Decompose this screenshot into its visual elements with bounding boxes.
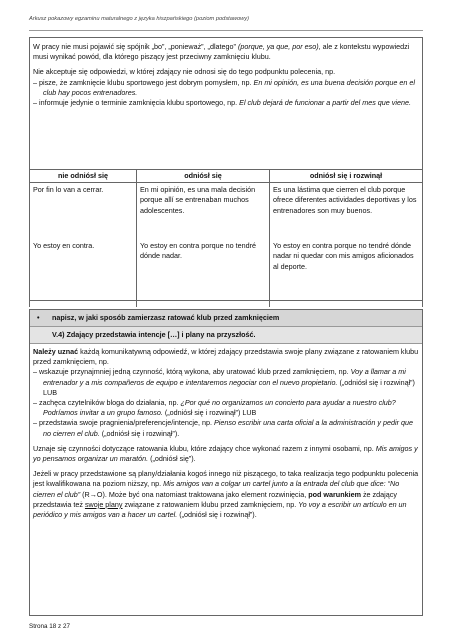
table-cell: Yo estoy en contra porque no tendré dónde nadar ni quedar con mis amigos aficionados al deporte. bbox=[270, 239, 423, 307]
table-cell: En mi opinión, es una mala decisión porque allí se entrenaban muchos adolescentes. bbox=[137, 183, 270, 240]
task-heading: napisz, w jaki sposób zamierzasz ratować klub przed zamknięciem bbox=[52, 313, 280, 322]
table-header: odniósł się i rozwinął bbox=[270, 170, 423, 183]
body-paragraph-3: Jeżeli w pracy przedstawione są plany/działania kogoś innego niż piszącego, to taka realizacja tego podpunktu polecenia jest kwalifikowana na poziom niższy, np. Mis amigos van a colgar un cartel junto a la entrada del club que dice: “No cierren el club” (R→O). Może być ona natomiast traktowana jako element rozwinięcia, pod warunkiem że zdający przedstawia też swoje plany związane z ratowaniem klubu przed zamknięciem, np. Yo voy a escribir un artículo en un periódico y mis amigos van a hacer un cartel. („odniósł się i rozwinął”). bbox=[33, 469, 419, 520]
body-dash-item-2: – zachęca czytelników bloga do działania, np. ¿Por qué no organizamos un concierto para ayudar a nuestro club? Podríamos invitar a un grupo famoso. („odniósł się i rozwinął”) LUB bbox=[33, 398, 396, 418]
intro-paragraph-2: Nie akceptuje się odpowiedzi, w której zdający nie odnosi się do tego podpunktu polecenia, np. bbox=[33, 67, 336, 77]
table-cell: Es una lástima que cierren el club porque ofrece diferentes actividades deportivas y los entrenadores son muy buenos. bbox=[270, 183, 423, 240]
page-header: Arkusz pokazowy egzaminu maturalnego z języka hiszpańskiego (poziom podstawowy) bbox=[29, 16, 250, 22]
table-row bbox=[30, 183, 423, 240]
table-header: odniósł się bbox=[137, 170, 270, 183]
criterion-subheading: V.4) Zdający przedstawia intencje […] i plany na przyszłość. bbox=[52, 330, 256, 339]
body-paragraph-2: Uznaje się czynności dotyczące ratowania klubu, które zdający chce wykonać razem z innymi osobami, np. Mis amigos y yo pensamos organizar un maratón. („odniósł się”). bbox=[33, 443, 418, 464]
page-number: Strona 18 z 27 bbox=[29, 623, 70, 630]
header-rule bbox=[29, 30, 423, 31]
intro-block bbox=[33, 42, 419, 108]
table-cell: Yo estoy en contra porque no tendré dónde nadar. bbox=[137, 239, 270, 307]
body-dash-item-1: – wskazuje przynajmniej jedną czynność, którą wykona, aby uratować klub przed zamknięciem, np. Voy a llamar a mi entrenador y a mis compañeros de equipo e intentaremos negociar con el nuevo propietario. („odniósł się i rozwinął”) LUB bbox=[33, 367, 415, 397]
table-cell: Por fin lo van a cerrar. bbox=[30, 183, 137, 240]
table-header-row bbox=[30, 170, 423, 183]
bullet-icon: • bbox=[37, 313, 40, 322]
body-block bbox=[33, 347, 419, 520]
band-divider bbox=[30, 343, 422, 344]
body-dash-item-3: – przedstawia swoje pragnienia/preferencje/intencje, np. Pienso escribir una carta oficial a la administración y pedir que no cierren el club. („odniósł się i rozwinął”). bbox=[33, 418, 413, 438]
intro-dash-item-1: – pisze, że zamknięcie klubu sportowego jest dobrym pomysłem, np. En mi opinión, es una buena decisión porque en el club hay pocos entrenadores. bbox=[33, 77, 415, 97]
table-row bbox=[30, 239, 423, 307]
table-header: nie odniósł się bbox=[30, 170, 137, 183]
intro-dash-item-2: – informuje jedynie o terminie zamknięcia klubu sportowego, np. El club dejará de funcionar a partir del mes que viene. bbox=[33, 98, 411, 108]
body-paragraph-1: Należy uznać każdą komunikatywną odpowiedź, w której zdający przedstawia swoje plany związane z ratowaniem klubu przed zamknięciem, np. bbox=[33, 347, 419, 367]
table-cell: Yo estoy en contra. bbox=[30, 239, 137, 307]
examples-table bbox=[29, 169, 423, 307]
intro-paragraph-1: W pracy nie musi pojawić się spójnik „bo”, „ponieważ”, „dlatego” (porque, ya que, por eso), ale z kontekstu wypowiedzi musi wynikać powód, dla którego piszący jest przeciwny zamknięciu klubu. bbox=[33, 42, 410, 62]
